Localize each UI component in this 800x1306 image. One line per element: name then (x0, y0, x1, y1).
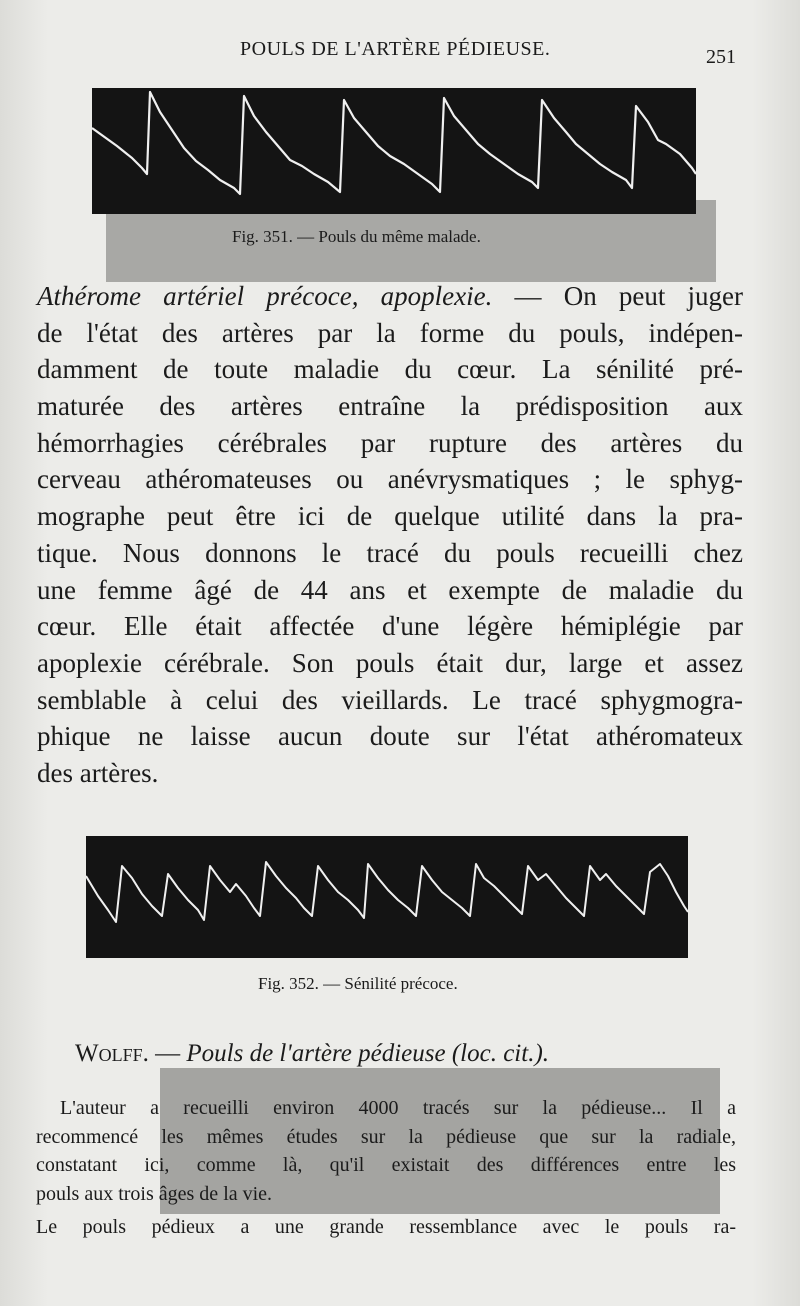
paragraph-lead-line (37, 278, 743, 315)
section-author: Wolff. (75, 1040, 149, 1067)
quote-line: recommencé les mêmes études sur la pédieuse que sur la radiale, (36, 1125, 736, 1148)
paragraph-line: tique. Nous donnons le tracé du pouls recueilli chez (37, 537, 743, 568)
paragraph-line: de l'état des artères par la forme du pouls, indépen- (37, 317, 743, 348)
paragraph-line: semblable à celui des vieillards. Le tracé sphygmogra- (37, 684, 743, 715)
paragraph-lead-italic: Athérome artériel précoce, apoplexie. (37, 281, 493, 311)
paragraph-line: mographe peut être ici de quelque utilité dans la pra- (37, 501, 743, 532)
fig351-caption: Fig. 351. — Pouls du même malade. (232, 227, 481, 246)
quote-line: L'auteur a recueilli environ 4000 tracés sur la pédieuse... Il a (60, 1097, 736, 1119)
continuation-line: Le pouls pédieux a une grande ressemblance avec le pouls ra- (36, 1216, 736, 1238)
fig351-pulse-trace (92, 88, 696, 214)
section-dash: — (148, 1040, 187, 1067)
paragraph-line: cerveau athéromateuses ou anévrysmatiques ; le sphyg- (37, 464, 743, 495)
paragraph-line: maturée des artères entraîne la prédisposition aux (37, 391, 743, 422)
page-number: 251 (706, 46, 736, 68)
section-heading (75, 1040, 549, 1068)
fig352-caption: Fig. 352. — Sénilité précoce. (258, 974, 458, 993)
quote-line: pouls aux trois âges de la vie. (36, 1182, 273, 1205)
fig352-pulse-trace (86, 836, 688, 958)
paragraph-line: damment de toute maladie du cœur. La sénilité pré- (37, 354, 743, 385)
paragraph-lead-rest: — On peut juger (492, 281, 743, 311)
quote-line: constatant ici, comme là, qu'il existait des différences entre les (36, 1154, 736, 1176)
body-paragraph (37, 278, 743, 792)
paragraph-line: hémorrhagies cérébrales par rupture des artères du (37, 427, 743, 458)
paragraph-line: cœur. Elle était affectée d'une légère hémiplégie par (37, 611, 743, 642)
paragraph-line: apoplexie cérébrale. Son pouls était dur, large et assez (37, 647, 743, 678)
paragraph-line: phique ne laisse aucun doute sur l'état athéromateux (37, 721, 743, 752)
paragraph-line: des artères. (37, 757, 159, 788)
paragraph-line: une femme âgé de 44 ans et exempte de maladie du (37, 574, 743, 605)
quote-block (36, 1094, 736, 1208)
page-header (0, 38, 800, 78)
running-title: POULS DE L'ARTÈRE PÉDIEUSE. (240, 38, 551, 60)
section-title: Pouls de l'artère pédieuse (loc. cit.). (186, 1040, 550, 1067)
